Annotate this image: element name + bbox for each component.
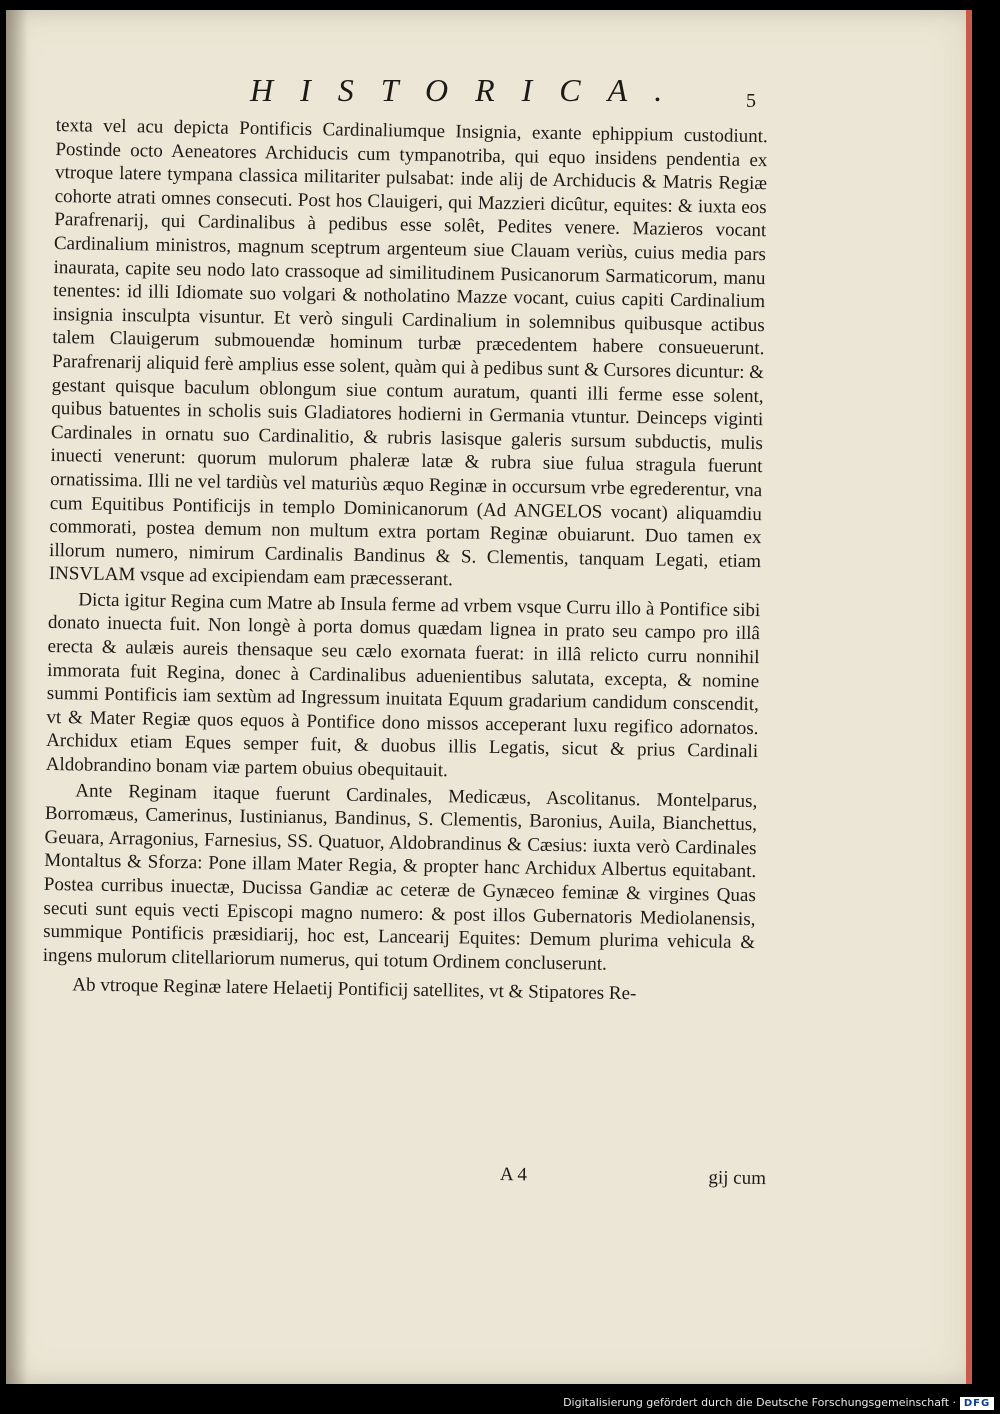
signature-line bbox=[494, 1164, 766, 1190]
signature-mark: A 4 bbox=[499, 1163, 528, 1186]
running-head: HISTORICA. bbox=[250, 72, 690, 108]
paragraph-4: Ab vtroque Reginæ latere Helaetij Pontificij satellites, vt & Stipatores Re- bbox=[72, 974, 637, 1005]
gutter-shadow bbox=[6, 10, 28, 1384]
dfg-logo-icon: DFG bbox=[960, 1397, 994, 1410]
footer-credit: Digitalisierung gefördert durch die Deutsche Forschungsgemeinschaft · bbox=[563, 1396, 956, 1409]
catchword: gij cum bbox=[708, 1167, 767, 1190]
paragraph-1: texta vel acu depicta Pontificis Cardinaliumque Insignia, exante ephippium custodiunt. Postinde octo Aeneatores Archiducis cum tympanotriba, qui equo insidens pendentia ex vtroque latere tympana classica militariter pulsabat: inde alij de Archiducis & Matris Regiæ cohorte atrati omnes consecuti. Post hos Clauigeri, qui Mazzieri dicûtur, equites: & iuxta eos Parafrenarij, qui Cardinalibus à pedibus esse solêt, Pedites venere. Mazieros vocant Cardinalium ministros, magnum sceptrum argenteum siue Clauam veriùs, cuius media pars inaurata, capite seu nodo lato crassoque ad similitudinem Pusicanorum Sarmaticorum, manu tenentes: id illi Idiomate suo volgari & notholatino Mazze vocant, cuius capiti Cardinalium insignia insculpta visuntur. Et verò singuli Cardinalium in solemnibus quibusque actibus talem Clauigerum submouendæ hominum turbæ præcedentem habere consueuerunt. Parafrenarij aliquid ferè amplius esse solent, quàm qui à pedibus sunt & Cursores dicuntur: & gestant quisque baculum oblongum siue contum auratum, quanti illi ferme esse solent, quibus batuentes in scholis suis Gladiatores hodierni in Germania vtuntur. Deinceps viginti Cardinales in ornatu suo Cardinalitio, & rubris lasisque galeris sursum subductis, mulis inuecti venerunt: quorum mulorum phaleræ latæ & rubra siue fulua stragula fuerunt ornatissima. Illi ne vel tardiùs vel maturiùs æquo Reginæ in occursum vrbe egrederentur, vna cum Equitibus Pontificijs in templo Dominicanorum (Ad ANGELOS vocant) aliquamdiu commorati, postea demum non multum extra portam Reginæ obuiarunt. Duo tamen ex illorum numero, nimirum Cardinalis Bandinus & S. Clementis, tanquam Legati, etiam INSVLAM vsque ad excipiendam eam præcesserant. bbox=[48, 114, 768, 591]
main-text-block bbox=[42, 114, 768, 1010]
page-number: 5 bbox=[746, 90, 756, 112]
paragraph-2: Dicta igitur Regina cum Matre ab Insula ferme ad vrbem vsque Curru illo à Pontifice sibi donato inuecta fuit. Non longè à porta domus quædam lignea in prato seu campo pro illâ erecta & aulæis aureis thensaque seu cælo exornata fuerat: in illâ relicto curru nonnihil immorata fuit Regina, donec à Cardinalibus aduenientibus salutata, excepta, & nomine summi Pontificis iam sextùm ad Ingressum inuitata Equum gradarium candidum conscendit, vt & Mater Regiæ quos equos à Pontifice dono missos acceperant luxu regifico adornatos. Archidux etiam Eques semper fuit, & duobus illis Legatis, sicut & prius Cardinali Aldobrandino bonam viæ partem obuius obequitauit. bbox=[45, 589, 761, 782]
paragraph-3: Ante Reginam itaque fuerunt Cardinales, Medicæus, Ascolitanus. Montelparus, Borromæus, Camerinus, Iustinianus, Bandinus, S. Clementis, Baronius, Auila, Bianchettus, Geuara, Arragonius, Farnesius, SS. Quatuor, Aldobrandinus & Cæsius: iuxta verò Cardinales Montaltus & Sforza: Pone illam Mater Regia, & propter hanc Archidux Albertus equitabant. Postea curribus inuectæ, Ducissa Gandiæ ac ceteræ de Gynæceo feminæ & virgines Quas secuti sunt equis vecti Episcopi magno numero: & post illos Gubernatoris Mediolanensis, summique Pontificis præsidiarij, hoc est, Lancearij Equites: Demum plurima vehicula & ingens mulorum clitellariorum numerus, qui totum Ordinem concluserunt. bbox=[42, 780, 758, 975]
